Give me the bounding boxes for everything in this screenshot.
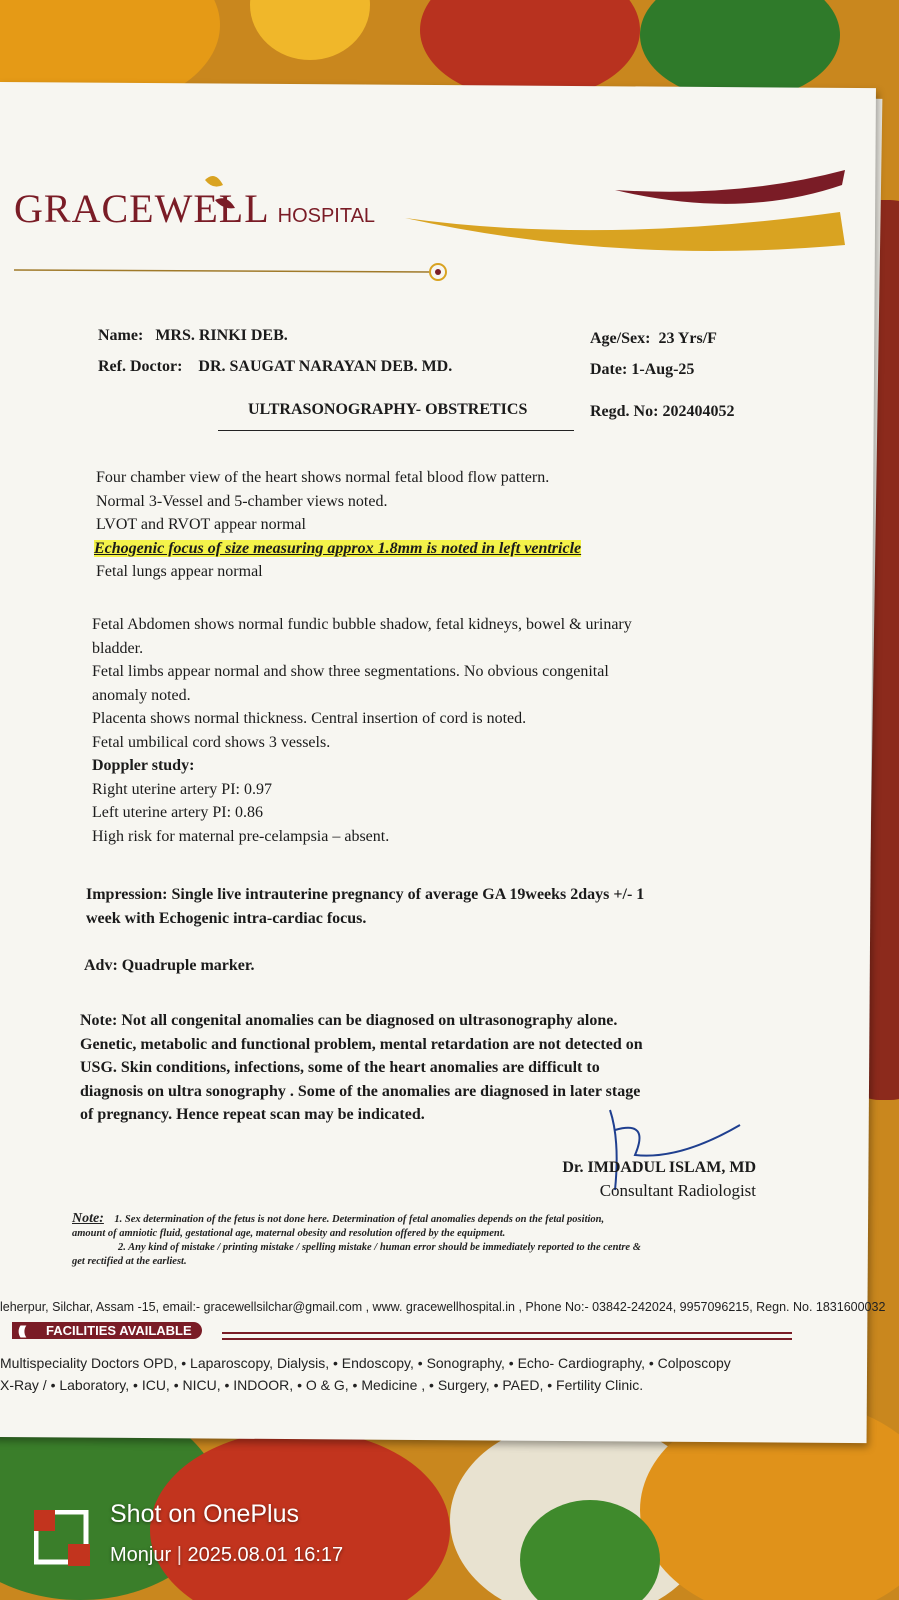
- finding-line: Fetal limbs appear normal and show three segmentations. No obvious congenital: [92, 663, 609, 680]
- radiologist-name: Dr. IMDADUL ISLAM, MD: [562, 1159, 756, 1176]
- radiologist-title: Consultant Radiologist: [599, 1181, 756, 1200]
- finding-line: anomaly noted.: [92, 686, 191, 704]
- findings-body: [92, 613, 752, 848]
- disclaimer: Note: 1. Sex determination of the fetus is not done here. Determination of fetal anomalies depends on the fetal position, amount of amniotic fluid, gestational age, maternal obesity and resolution offered by the equipment. 2. Any kind of mistake / printing mistake / spelling mistake / human error should be immediately reported to the centre & get rectified at the earliest.: [72, 1211, 641, 1267]
- oneplus-logo-icon: [34, 1510, 90, 1566]
- report-title: ULTRASONOGRAPHY- OBSTRETICS: [248, 401, 528, 418]
- highlighted-finding: Echogenic focus of size measuring approx 1.8mm is noted in left ventricle: [94, 539, 582, 557]
- doppler-line: Right uterine artery PI: 0.97: [92, 780, 272, 798]
- patient-name: Name: MRS. RINKI DEB.: [98, 327, 288, 344]
- facilities-label: (((( FACILITIES AVAILABLE: [12, 1322, 202, 1339]
- watermark-subtitle: Monjur | 2025.08.01 16:17: [110, 1544, 344, 1566]
- finding-line: Fetal lungs appear normal: [96, 563, 263, 580]
- regd-number: Regd. No: 202404052: [590, 403, 735, 420]
- impression: Impression: Single live intrauterine pregnancy of average GA 19weeks 2days +/- 1 week with Echogenic intra-cardiac focus.: [86, 886, 645, 927]
- finding-line: Placenta shows normal thickness. Central insertion of cord is noted.: [92, 710, 527, 727]
- note-paragraph: Note: Not all congenital anomalies can be diagnosed on ultrasonography alone. Genetic, metabolic and functional problem, mental retardation are not detected on USG. Skin conditions, infections, some of the heart anomalies are difficult to diagnosis on ultra sonography . Some of the anomalies are diagnosed in later stage of pregnancy. Hence repeat scan may be indicated.: [80, 1012, 643, 1123]
- hospital-suffix: HOSPITAL: [277, 205, 376, 227]
- doppler-line: High risk for maternal pre-celampsia – absent.: [92, 827, 390, 845]
- doppler-line: Left uterine artery PI: 0.86: [92, 804, 264, 821]
- finding-line: bladder.: [92, 639, 144, 657]
- finding-line: Fetal Abdomen shows normal fundic bubble shadow, fetal kidneys, bowel & urinary: [92, 616, 632, 633]
- doppler-heading: Doppler study:: [92, 757, 195, 774]
- facilities-rule: [222, 1332, 792, 1340]
- hospital-logo: [14, 185, 375, 232]
- report-date: Date: 1-Aug-25: [590, 361, 695, 378]
- footer-address: leherpur, Silchar, Assam -15, email:- gracewellsilchar@gmail.com , www. gracewellhospital.in , Phone No:- 03842-242024, 9957096215, Regn. No. 1831600032: [0, 1300, 886, 1314]
- advice: Adv: Quadruple marker.: [84, 957, 255, 974]
- facilities-line: X-Ray / • Laboratory, • ICU, • NICU, • INDOOR, • O & G, • Medicine , • Surgery, • PAED, • Fertility Clinic.: [0, 1377, 644, 1393]
- ref-doctor: Ref. Doctor: DR. SAUGAT NARAYAN DEB. MD.: [98, 358, 453, 375]
- hospital-name: GRACEWELL: [14, 186, 270, 231]
- chevrons-icon: ((((: [18, 1323, 24, 1338]
- findings-heart: [96, 466, 756, 584]
- finding-line: Four chamber view of the heart shows normal fetal blood flow pattern.: [96, 469, 550, 486]
- finding-line: LVOT and RVOT appear normal: [96, 516, 306, 533]
- patient-age-sex: Age/Sex: 23 Yrs/F: [590, 330, 717, 347]
- watermark-title: Shot on OnePlus: [110, 1500, 300, 1528]
- facilities-line: Multispeciality Doctors OPD, • Laparoscopy, Dialysis, • Endoscopy, • Sonography, • Echo- Cardiography, • Colposcopy: [0, 1355, 731, 1371]
- title-underline: [218, 430, 574, 431]
- finding-line: Fetal umbilical cord shows 3 vessels.: [92, 733, 331, 751]
- finding-line: Normal 3-Vessel and 5-chamber views noted.: [96, 492, 388, 510]
